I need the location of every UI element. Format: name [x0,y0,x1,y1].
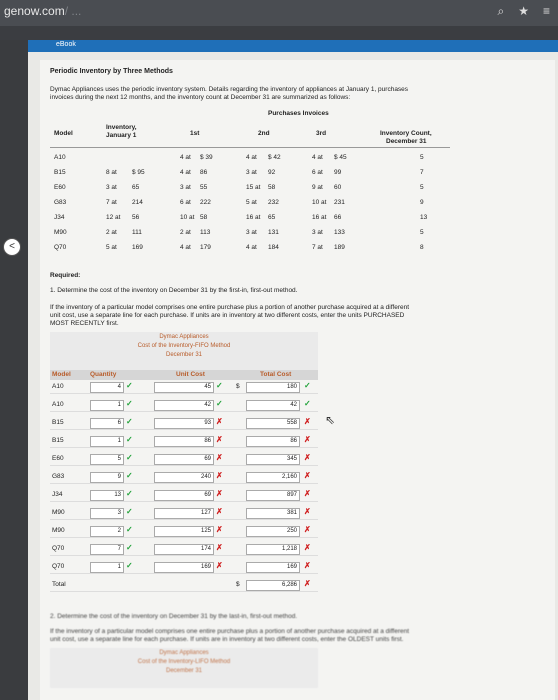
quantity-input[interactable]: 2 [90,526,124,537]
fifo-model: B15 [52,419,64,426]
check-icon: ✓ [126,525,133,534]
inventory-cell: 111 [132,229,142,236]
inventory-cell: 222 [200,199,211,206]
unit-cost-input[interactable]: 42 [154,400,214,411]
quantity-input[interactable]: 1 [90,436,124,447]
inventory-cell: 133 [334,229,345,236]
cross-icon: ✗ [216,417,223,426]
cross-icon: ✗ [304,453,311,462]
inventory-cell: $ 95 [132,169,145,176]
unit-cost-input[interactable]: 93 [154,418,214,429]
inventory-cell: 9 [420,199,424,206]
fifo-model: Q70 [52,563,65,570]
col-1st: 1st [190,130,200,137]
fifo-model: G83 [52,473,65,480]
inventory-cell: 4 at [180,154,191,161]
inventory-model-cell: G83 [54,199,67,206]
inventory-cell: 16 at [312,214,327,221]
cross-icon: ✗ [304,417,311,426]
inventory-cell: 5 at [246,199,257,206]
fifo-model: E60 [52,455,64,462]
inventory-cell: 5 [420,154,424,161]
purchases-header: Purchases Invoices [268,110,329,117]
inventory-model-cell: E60 [54,184,66,191]
inventory-cell: 169 [132,244,143,251]
fifo-model: A10 [52,401,64,408]
cross-icon: ✗ [216,489,223,498]
col-count-date: December 31 [386,138,427,145]
inventory-cell: 92 [268,169,276,176]
total-cost-input[interactable]: 1,218 [246,544,300,555]
inventory-cell: 214 [132,199,143,206]
check-icon: ✓ [216,381,223,390]
check-icon: ✓ [126,417,133,426]
inventory-cell: 58 [268,184,276,191]
fifo-model: A10 [52,383,64,390]
inventory-cell: $ 45 [334,154,347,161]
quantity-input[interactable]: 1 [90,562,124,573]
fifo-model: Q70 [52,545,65,552]
inventory-cell: 4 at [246,154,257,161]
problem-card [40,60,555,700]
quantity-input[interactable]: 6 [90,418,124,429]
star-icon[interactable]: ★ [518,4,529,18]
col-3rd: 3rd [316,130,327,137]
inventory-cell: 66 [334,214,342,221]
cross-icon: ✗ [216,453,223,462]
inventory-cell: 10 at [312,199,327,206]
check-icon: ✓ [126,381,133,390]
check-icon: ✓ [126,561,133,570]
inventory-cell: 12 at [106,214,121,221]
cross-icon: ✗ [304,579,311,588]
inventory-cell: 7 at [106,199,117,206]
inventory-cell: 231 [334,199,345,206]
fifo-row [50,398,318,412]
inventory-cell: 86 [200,169,208,176]
check-icon: ✓ [126,489,133,498]
inventory-cell: 13 [420,214,428,221]
fifo-row [50,380,318,394]
inventory-cell: 4 at [180,169,191,176]
inventory-cell: 55 [200,184,208,191]
inventory-cell: 5 at [106,244,117,251]
total-cost-input[interactable]: 169 [246,562,300,573]
req1-note-1: If the inventory of a particular model comprises one entire purchase plus a portion of another purchase acquired at a different [50,304,410,311]
browser-toolbar [0,0,558,26]
check-icon: ✓ [304,399,311,408]
fifo-table-header [50,332,318,370]
quantity-input[interactable]: 1 [90,400,124,411]
inventory-cell: 65 [268,214,276,221]
inventory-cell: 2 at [180,229,191,236]
inventory-cell: 7 at [312,244,323,251]
inventory-cell: 6 at [180,199,191,206]
inventory-cell: 232 [268,199,279,206]
inventory-cell: 9 at [312,184,323,191]
fifo-row [50,434,318,448]
unit-cost-input[interactable]: 45 [154,382,214,393]
inventory-cell: 4 at [180,244,191,251]
fifo-model: M90 [52,509,65,516]
inventory-cell: 3 at [106,184,117,191]
total-label: Total [52,581,66,588]
h-unit-cost: Unit Cost [176,371,205,378]
inventory-cell: 5 [420,229,424,236]
problem-title: Periodic Inventory by Three Methods [50,68,173,75]
unit-cost-input[interactable]: 169 [154,562,214,573]
check-icon: ✓ [216,399,223,408]
lifo-subtitle: Cost of the Inventory-LIFO Method [137,659,231,665]
fifo-total-row [50,578,318,592]
cross-icon: ✗ [304,471,311,480]
fifo-row [50,452,318,466]
h-model: Model [52,371,71,378]
fifo-row [50,506,318,520]
back-arrow-icon[interactable]: < [3,238,21,256]
inventory-cell: 58 [200,214,208,221]
ebook-bar [28,40,558,52]
fifo-row [50,416,318,430]
inventory-cell: 60 [334,184,342,191]
cross-icon: ✗ [216,561,223,570]
inventory-cell: 2 at [106,229,117,236]
total-cost-input[interactable]: 897 [246,490,300,501]
fifo-row [50,488,318,502]
inventory-model-cell: M90 [54,229,67,236]
cross-icon: ✗ [304,561,311,570]
required-label: Required: [50,272,81,279]
inventory-cell: 6 at [312,169,323,176]
unit-cost-input[interactable]: 86 [154,436,214,447]
ebook-link[interactable]: eBook [56,41,76,48]
dollar-sign: $ [236,383,240,390]
fifo-model: B15 [52,437,64,444]
check-icon: ✓ [126,543,133,552]
total-cost-input[interactable]: 381 [246,508,300,519]
address-bar[interactable] [4,4,81,18]
unit-cost-input[interactable]: 125 [154,526,214,537]
fifo-row [50,542,318,556]
inventory-cell: 3 at [312,229,323,236]
cross-icon: ✗ [304,489,311,498]
total-cost-input[interactable]: 42 [246,400,300,411]
fifo-row [50,524,318,538]
lifo-date: December 31 [165,668,203,674]
inventory-cell: 99 [334,169,342,176]
col-2nd: 2nd [258,130,270,137]
unit-cost-input[interactable]: 174 [154,544,214,555]
total-cost-input[interactable]: 250 [246,526,300,537]
inventory-cell: 7 [420,169,424,176]
inventory-cell: 189 [334,244,345,251]
inventory-cell: 8 at [106,169,117,176]
intro-line-1: Dymac Appliances uses the periodic inventory system. Details regarding the inventory of appliances at January 1, purchases [50,86,409,93]
lifo-company: Dymac Appliances [159,650,209,656]
check-icon: ✓ [126,471,133,480]
cross-icon: ✗ [304,525,311,534]
search-icon[interactable]: ⌕ [497,4,505,18]
h-quantity: Quantity [90,371,117,378]
check-icon: ✓ [126,399,133,408]
fifo-model: J34 [52,491,63,498]
unit-cost-input[interactable]: 69 [154,490,214,501]
inventory-cell: 56 [132,214,140,221]
inventory-cell: 179 [200,244,211,251]
inventory-cell: $ 42 [268,154,281,161]
total-value: 6,286 [246,580,300,591]
quantity-input[interactable]: 9 [90,472,124,483]
inventory-cell: 5 [420,184,424,191]
req2-note-2: unit cost, use a separate line for each purchase. If units are in inventory at two different costs, enter the OLDEST units first. [50,636,404,643]
cross-icon: ✗ [216,435,223,444]
lifo-table-header [50,648,318,688]
inventory-cell: 113 [200,229,211,236]
cross-icon: ✗ [304,435,311,444]
url-path: / ... [64,4,82,18]
col-model: Model [54,130,73,137]
quantity-input[interactable]: 13 [90,490,124,501]
inventory-cell: 16 at [246,214,261,221]
header-rule [50,147,450,148]
inventory-cell: 4 at [246,244,257,251]
inventory-model-cell: A10 [54,154,66,161]
mouse-cursor-icon: ⇖ [325,413,336,427]
requirement-1: 1. Determine the cost of the inventory on December 31 by the first-in, first-out method. [50,287,298,294]
fifo-company: Dymac Appliances [159,334,209,340]
quantity-input[interactable]: 5 [90,454,124,465]
reader-icon[interactable]: ≡ [542,4,550,18]
cross-icon: ✗ [304,507,311,516]
inventory-cell: 3 at [180,184,191,191]
cross-icon: ✗ [304,543,311,552]
col-inventory-date: January 1 [106,132,137,139]
quantity-input[interactable]: 3 [90,508,124,519]
check-icon: ✓ [304,381,311,390]
inventory-cell: 184 [268,244,279,251]
fifo-subtitle: Cost of the Inventory-FIFO Method [137,343,231,349]
fifo-row [50,470,318,484]
check-icon: ✓ [126,507,133,516]
col-inventory: Inventory, [106,124,137,131]
total-cost-input[interactable]: 180 [246,382,300,393]
total-dollar: $ [236,581,240,588]
check-icon: ✓ [126,435,133,444]
h-total-cost: Total Cost [260,371,292,378]
tab-strip [0,26,558,40]
fifo-model: M90 [52,527,65,534]
inventory-model-cell: J34 [54,214,65,221]
req1-note-2: unit cost, use a separate line for each purchase. If units are in inventory at two different costs, enter the units PURCHASED [50,312,405,319]
cross-icon: ✗ [216,471,223,480]
total-cost-input[interactable]: 558 [246,418,300,429]
unit-cost-input[interactable]: 240 [154,472,214,483]
total-cost-input[interactable]: 86 [246,436,300,447]
req2-note-1: If the inventory of a particular model comprises one entire purchase plus a portion of another purchase acquired at a different [50,628,410,635]
quantity-input[interactable]: 7 [90,544,124,555]
cross-icon: ✗ [216,543,223,552]
inventory-cell: $ 39 [200,154,213,161]
url-domain: genow.com [4,4,65,18]
unit-cost-input[interactable]: 69 [154,454,214,465]
inventory-cell: 4 at [312,154,323,161]
cross-icon: ✗ [216,525,223,534]
quantity-input[interactable]: 4 [90,382,124,393]
check-icon: ✓ [126,453,133,462]
fifo-date: December 31 [165,352,203,358]
inventory-cell: 65 [132,184,140,191]
col-count: Inventory Count, [380,130,432,137]
inventory-model-cell: B15 [54,169,66,176]
inventory-cell: 8 [420,244,424,251]
inventory-model-cell: Q70 [54,244,67,251]
requirement-2: 2. Determine the cost of the inventory on December 31 by the last-in, first-out method. [50,613,298,620]
total-cost-input[interactable]: 345 [246,454,300,465]
unit-cost-input[interactable]: 127 [154,508,214,519]
intro-line-2: invoices during the next 12 months, and the inventory count at December 31 are summarized as follows: [50,94,351,101]
total-cost-input[interactable]: 2,160 [246,472,300,483]
cross-icon: ✗ [216,507,223,516]
req1-note-3: MOST RECENTLY first. [50,320,119,327]
inventory-cell: 3 at [246,169,257,176]
fifo-column-headers [50,370,318,380]
fifo-row [50,560,318,574]
inventory-cell: 15 at [246,184,261,191]
inventory-cell: 10 at [180,214,195,221]
inventory-cell: 131 [268,229,279,236]
inventory-cell: 3 at [246,229,257,236]
